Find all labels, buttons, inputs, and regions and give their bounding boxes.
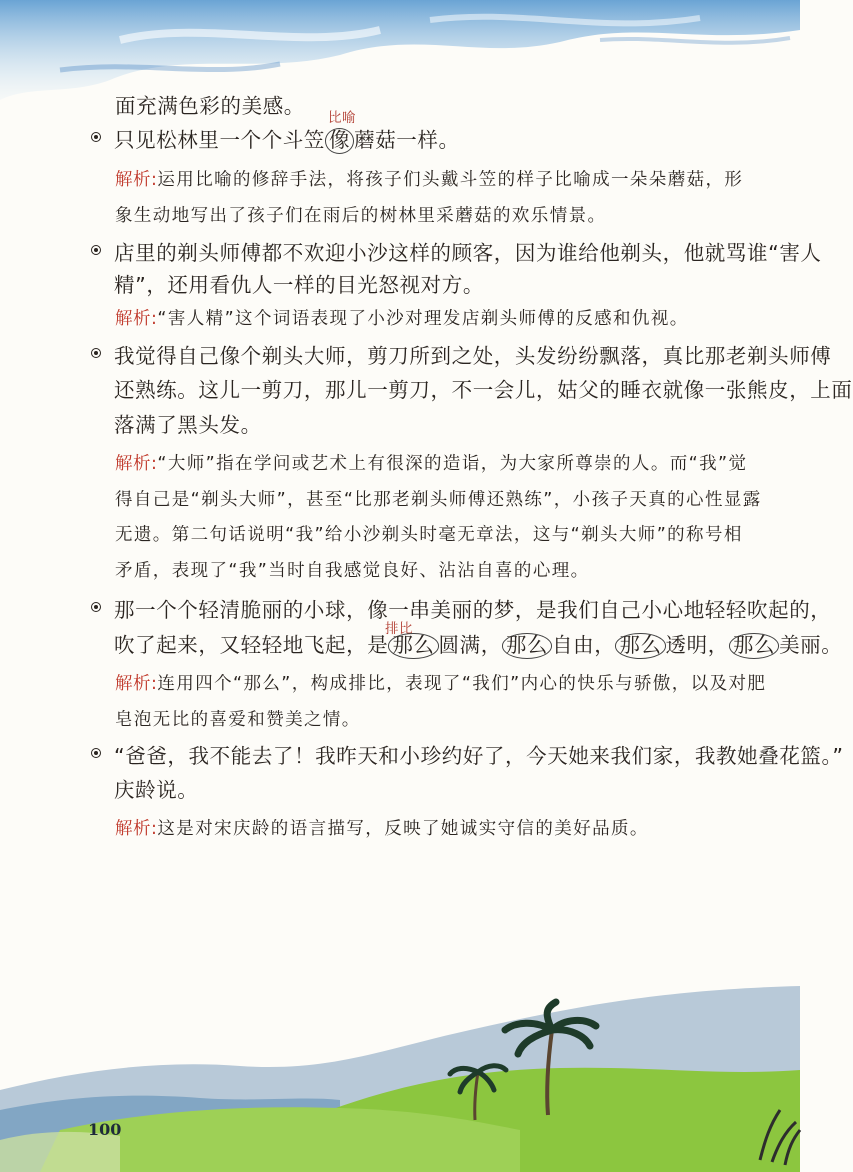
circled-word: 像	[325, 128, 354, 154]
explanation-1-line-2: 象生动地写出了孩子们在雨后的树林里采蘑菇的欢乐情景。	[115, 206, 607, 226]
sentence-4-line-1: 那一个个轻清脆丽的小球，像一串美丽的梦，是我们自己小心地轻轻吹起的，	[114, 598, 832, 622]
page-number: 100	[88, 1120, 122, 1139]
island-landscape-decoration	[0, 980, 800, 1172]
sentence-5-line-2: 庆龄说。	[114, 778, 199, 802]
explanation-1-line-1: 解析:运用比喻的修辞手法，将孩子们头戴斗笠的样子比喻成一朵朵蘑菇，形	[115, 170, 744, 190]
explanation-label: 解析:	[115, 674, 158, 694]
parallelism-annotation: 排比	[385, 621, 413, 637]
circled-word: 那么	[388, 633, 438, 659]
circled-word: 那么	[615, 633, 665, 659]
circled-word: 那么	[729, 633, 779, 659]
explanation-label: 解析:	[115, 170, 158, 190]
explanation-3-line-1: 解析:“大师”指在学问或艺术上有很深的造诣，为大家所尊崇的人。而“我”觉	[115, 454, 748, 474]
sentence-4-line-2: 吹了起来，又轻轻地飞起，是 那么 圆满， 那么 自由， 那么 透明， 那么 美丽。	[114, 633, 843, 657]
bullet-icon	[91, 132, 101, 142]
explanation-4-line-1: 解析:连用四个“那么”，构成排比，表现了“我们”内心的快乐与骄傲，以及对肥	[115, 674, 767, 694]
explanation-3-line-2: 得自己是“剃头大师”，甚至“比那老剃头师傅还熟练”，小孩子天真的心性显露	[115, 490, 762, 510]
metaphor-annotation: 比喻	[328, 110, 356, 126]
explanation-3-line-4: 矛盾，表现了“我”当时自我感觉良好、沾沾自喜的心理。	[115, 561, 590, 581]
sentence-2-line-2: 精”，还用看仇人一样的目光怒视对方。	[114, 273, 484, 297]
sentence-1: 只见松林里一个个斗笠 像 蘑菇一样。	[114, 128, 460, 152]
continued-text: 面充满色彩的美感。	[115, 94, 305, 118]
explanation-4-line-2: 皂泡无比的喜爱和赞美之情。	[115, 710, 361, 730]
explanation-label: 解析:	[115, 454, 158, 474]
bullet-icon	[91, 348, 101, 358]
bullet-icon	[91, 748, 101, 758]
bullet-icon	[91, 245, 101, 255]
explanation-2-line-1: 解析:“害人精”这个词语表现了小沙对理发店剃头师傅的反感和仇视。	[115, 309, 689, 329]
explanation-3-line-3: 无遗。第二句话说明“我”给小沙剃头时毫无章法，这与“剃头大师”的称号相	[115, 525, 743, 545]
sentence-5-line-1: “爸爸，我不能去了！我昨天和小珍约好了，今天她来我们家，我教她叠花篮。”	[114, 744, 844, 768]
explanation-5-line-1: 解析:这是对宋庆龄的语言描写，反映了她诚实守信的美好品质。	[115, 819, 649, 839]
sentence-2-line-1: 店里的剃头师傅都不欢迎小沙这样的顾客，因为谁给他剃头，他就骂谁“害人	[114, 241, 822, 265]
sentence-3-line-2: 还熟练。这儿一剪刀，那儿一剪刀，不一会儿，姑父的睡衣就像一张熊皮，上面	[114, 378, 853, 402]
bullet-icon	[91, 602, 101, 612]
explanation-label: 解析:	[115, 309, 158, 329]
explanation-label: 解析:	[115, 819, 158, 839]
sentence-3-line-1: 我觉得自己像个剃头大师，剪刀所到之处，头发纷纷飘落，真比那老剃头师傅	[114, 344, 832, 368]
circled-word: 那么	[502, 633, 552, 659]
sentence-3-line-3: 落满了黑头发。	[114, 413, 262, 437]
